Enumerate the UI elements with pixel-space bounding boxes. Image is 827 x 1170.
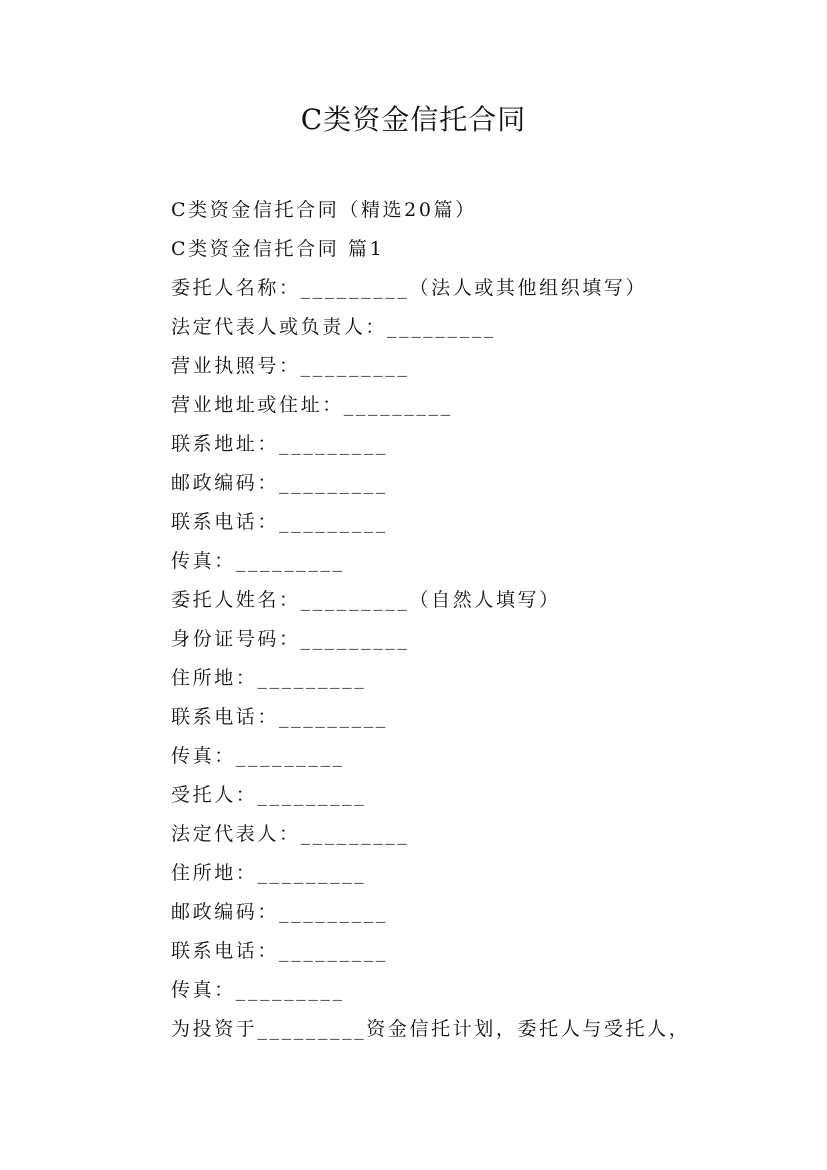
form-line-phone: 联系电话：_________ bbox=[171, 940, 388, 962]
form-line-fax: 传真：_________ bbox=[171, 745, 345, 767]
form-line-business-address: 营业地址或住址：_________ bbox=[171, 394, 453, 416]
body-paragraph-line: 为投资于_________资金信托计划，委托人与受托人， bbox=[171, 1018, 691, 1040]
subtitle-line: C类资金信托合同（精选20篇） bbox=[171, 199, 477, 221]
form-line-id-number: 身份证号码：_________ bbox=[171, 628, 410, 650]
document-title: C类资金信托合同 bbox=[300, 103, 527, 136]
form-line-client-name: 委托人名称：_________（法人或其他组织填写） bbox=[171, 277, 648, 299]
form-line-client-person-name: 委托人姓名：_________（自然人填写） bbox=[171, 589, 561, 611]
form-line-legal-representative: 法定代表人：_________ bbox=[171, 823, 410, 845]
form-line-phone: 联系电话：_________ bbox=[171, 706, 388, 728]
form-line-legal-representative: 法定代表人或负责人：_________ bbox=[171, 316, 496, 338]
form-line-business-license: 营业执照号：_________ bbox=[171, 355, 410, 377]
form-line-trustee: 受托人：_________ bbox=[171, 784, 367, 806]
document-body bbox=[171, 191, 771, 1049]
section-heading: C类资金信托合同 篇1 bbox=[171, 238, 385, 260]
form-line-postal-code: 邮政编码：_________ bbox=[171, 901, 388, 923]
form-line-contact-address: 联系地址：_________ bbox=[171, 433, 388, 455]
form-line-fax: 传真：_________ bbox=[171, 979, 345, 1001]
form-line-postal-code: 邮政编码：_________ bbox=[171, 472, 388, 494]
form-line-residence: 住所地：_________ bbox=[171, 667, 367, 689]
form-line-fax: 传真：_________ bbox=[171, 550, 345, 572]
form-line-phone: 联系电话：_________ bbox=[171, 511, 388, 533]
form-line-residence: 住所地：_________ bbox=[171, 862, 367, 884]
